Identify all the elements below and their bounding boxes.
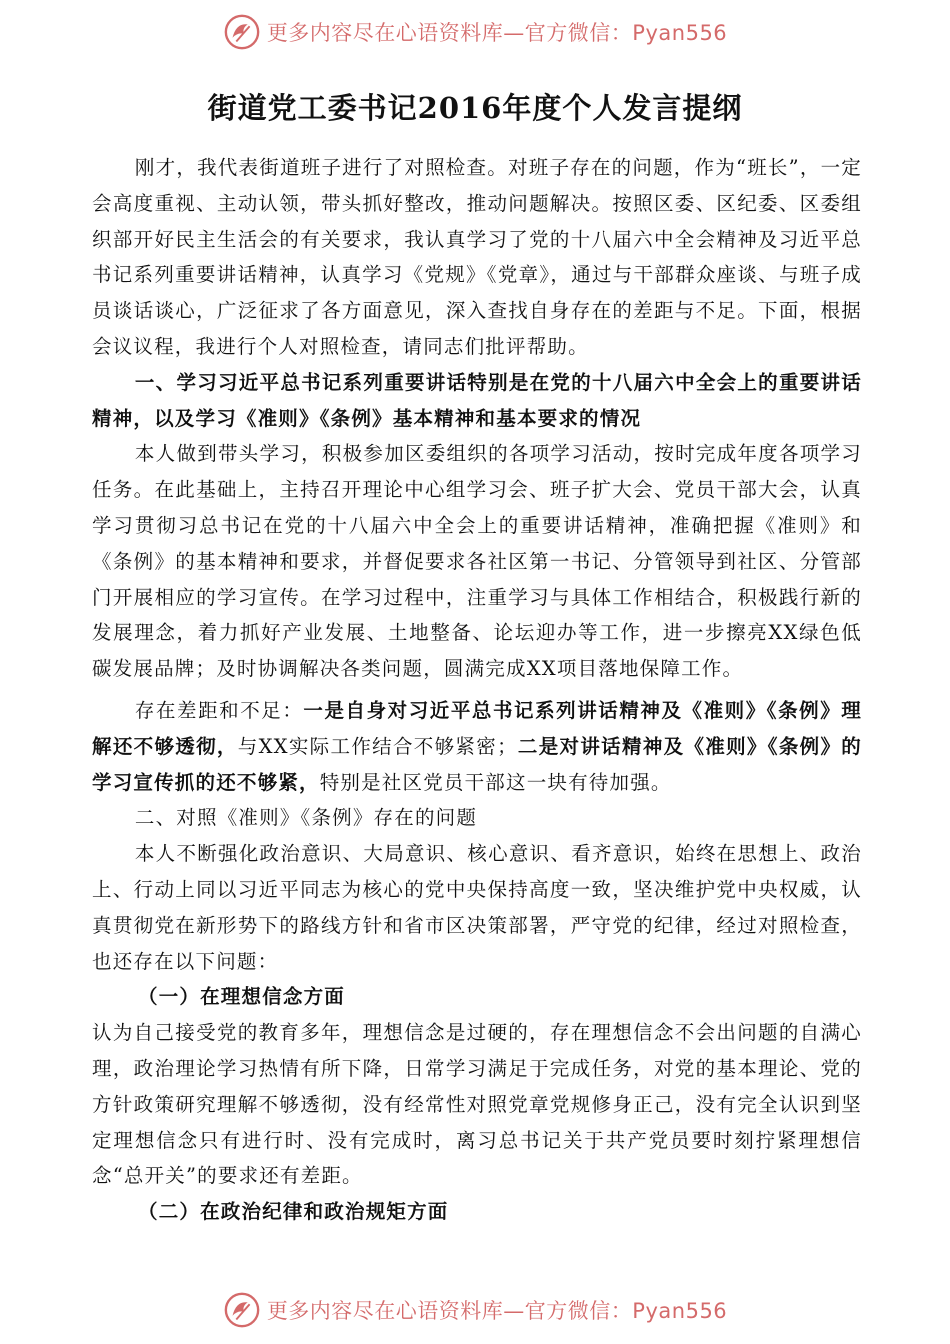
header-watermark-banner <box>0 12 950 52</box>
gap-paragraph <box>92 693 862 800</box>
banner-text: 更多内容尽在心语资料库—官方微信：Pyan556 <box>266 1299 728 1323</box>
brand-logo-icon <box>223 1291 261 1329</box>
intro-paragraph: 刚才，我代表街道班子进行了对照检查。对班子存在的问题，作为“班长”，一定会高度重视、主动认领，带头抓好整改，推动问题解决。按照区委、区纪委、区委组织部开好民主生活会的有关要求，我认真学习了党的十八届六中全会精神及习近平总书记系列重要讲话精神，认真学习《党规》《党章》，通过与干部群众座谈、与班子成员谈话谈心，广泛征求了各方面意见，深入查找自身存在的差距与不足。下面，根据会议议程，我进行个人对照检查，请同志们批评帮助。 <box>92 156 862 358</box>
footer-watermark-banner <box>0 1290 950 1330</box>
document-title: 街道党工委书记2016年度个人发言提纲 <box>207 91 743 125</box>
section2-paragraph: 本人不断强化政治意识、大局意识、核心意识、看齐意识，始终在思想上、政治上、行动上同以习近平同志为核心的党中央保持高度一致，坚决维护党中央权威，认真贯彻党在新形势下的路线方针和省市区决策部署，严守党的纪律，经过对照检查，也还存在以下问题： <box>92 842 862 973</box>
section2-heading: 二、对照《准则》《条例》存在的问题 <box>134 806 478 830</box>
banner-text: 更多内容尽在心语资料库—官方微信：Pyan556 <box>266 21 728 45</box>
gap-point-two: 二是对讲话精神及《准则》《条例》的学习宣传抓的还不够紧， <box>92 734 862 794</box>
document-body <box>92 150 862 1230</box>
brand-logo-icon <box>223 13 261 51</box>
gap-mid: 与XX实际工作结合不够紧密； <box>237 734 518 758</box>
gap-tail: 特别是社区党员干部这一块有待加强。 <box>319 770 672 794</box>
gap-point-one: 一是自身对习近平总书记系列讲话精神及《准则》《条例》理解还不够透彻， <box>92 698 862 758</box>
section1-heading: 一、学习习近平总书记系列重要讲话特别是在党的十八届六中全会上的重要讲话精神，以及学习《准则》《条例》基本精神和基本要求的情况 <box>92 370 862 430</box>
subsection2-heading: （二）在政治纪律和政治规矩方面 <box>138 1200 449 1224</box>
subsection1-paragraph: 认为自己接受党的教育多年，理想信念是过硬的，存在理想信念不会出问题的自满心理，政治理论学习热情有所下降，日常学习满足于完成任务，对党的基本理论、党的方针政策研究理解不够透彻，没有经常性对照党章党规修身正己，没有完全认识到坚定理想信念只有进行时、没有完成时，离习总书记关于共产党员要时刻拧紧理想信念“总开关”的要求还有差距。 <box>92 1021 862 1188</box>
subsection1-heading: （一）在理想信念方面 <box>138 985 346 1009</box>
gap-lead: 存在差距和不足： <box>134 698 304 722</box>
section1-paragraph: 本人做到带头学习，积极参加区委组织的各项学习活动，按时完成年度各项学习任务。在此基础上，主持召开理论中心组学习会、班子扩大会、党员干部大会，认真学习贯彻习总书记在党的十八届六中全会上的重要讲话精神，准确把握《准则》和《条例》的基本精神和要求，并督促要求各社区第一书记、分管领导到社区、分管部门开展相应的学习宣传。在学习过程中，注重学习与具体工作相结合，积极践行新的发展理念，着力抓好产业发展、土地整备、论坛迎办等工作，进一步擦亮XX绿色低碳发展品牌；及时协调解决各类问题，圆满完成XX项目落地保障工作。 <box>92 442 862 681</box>
